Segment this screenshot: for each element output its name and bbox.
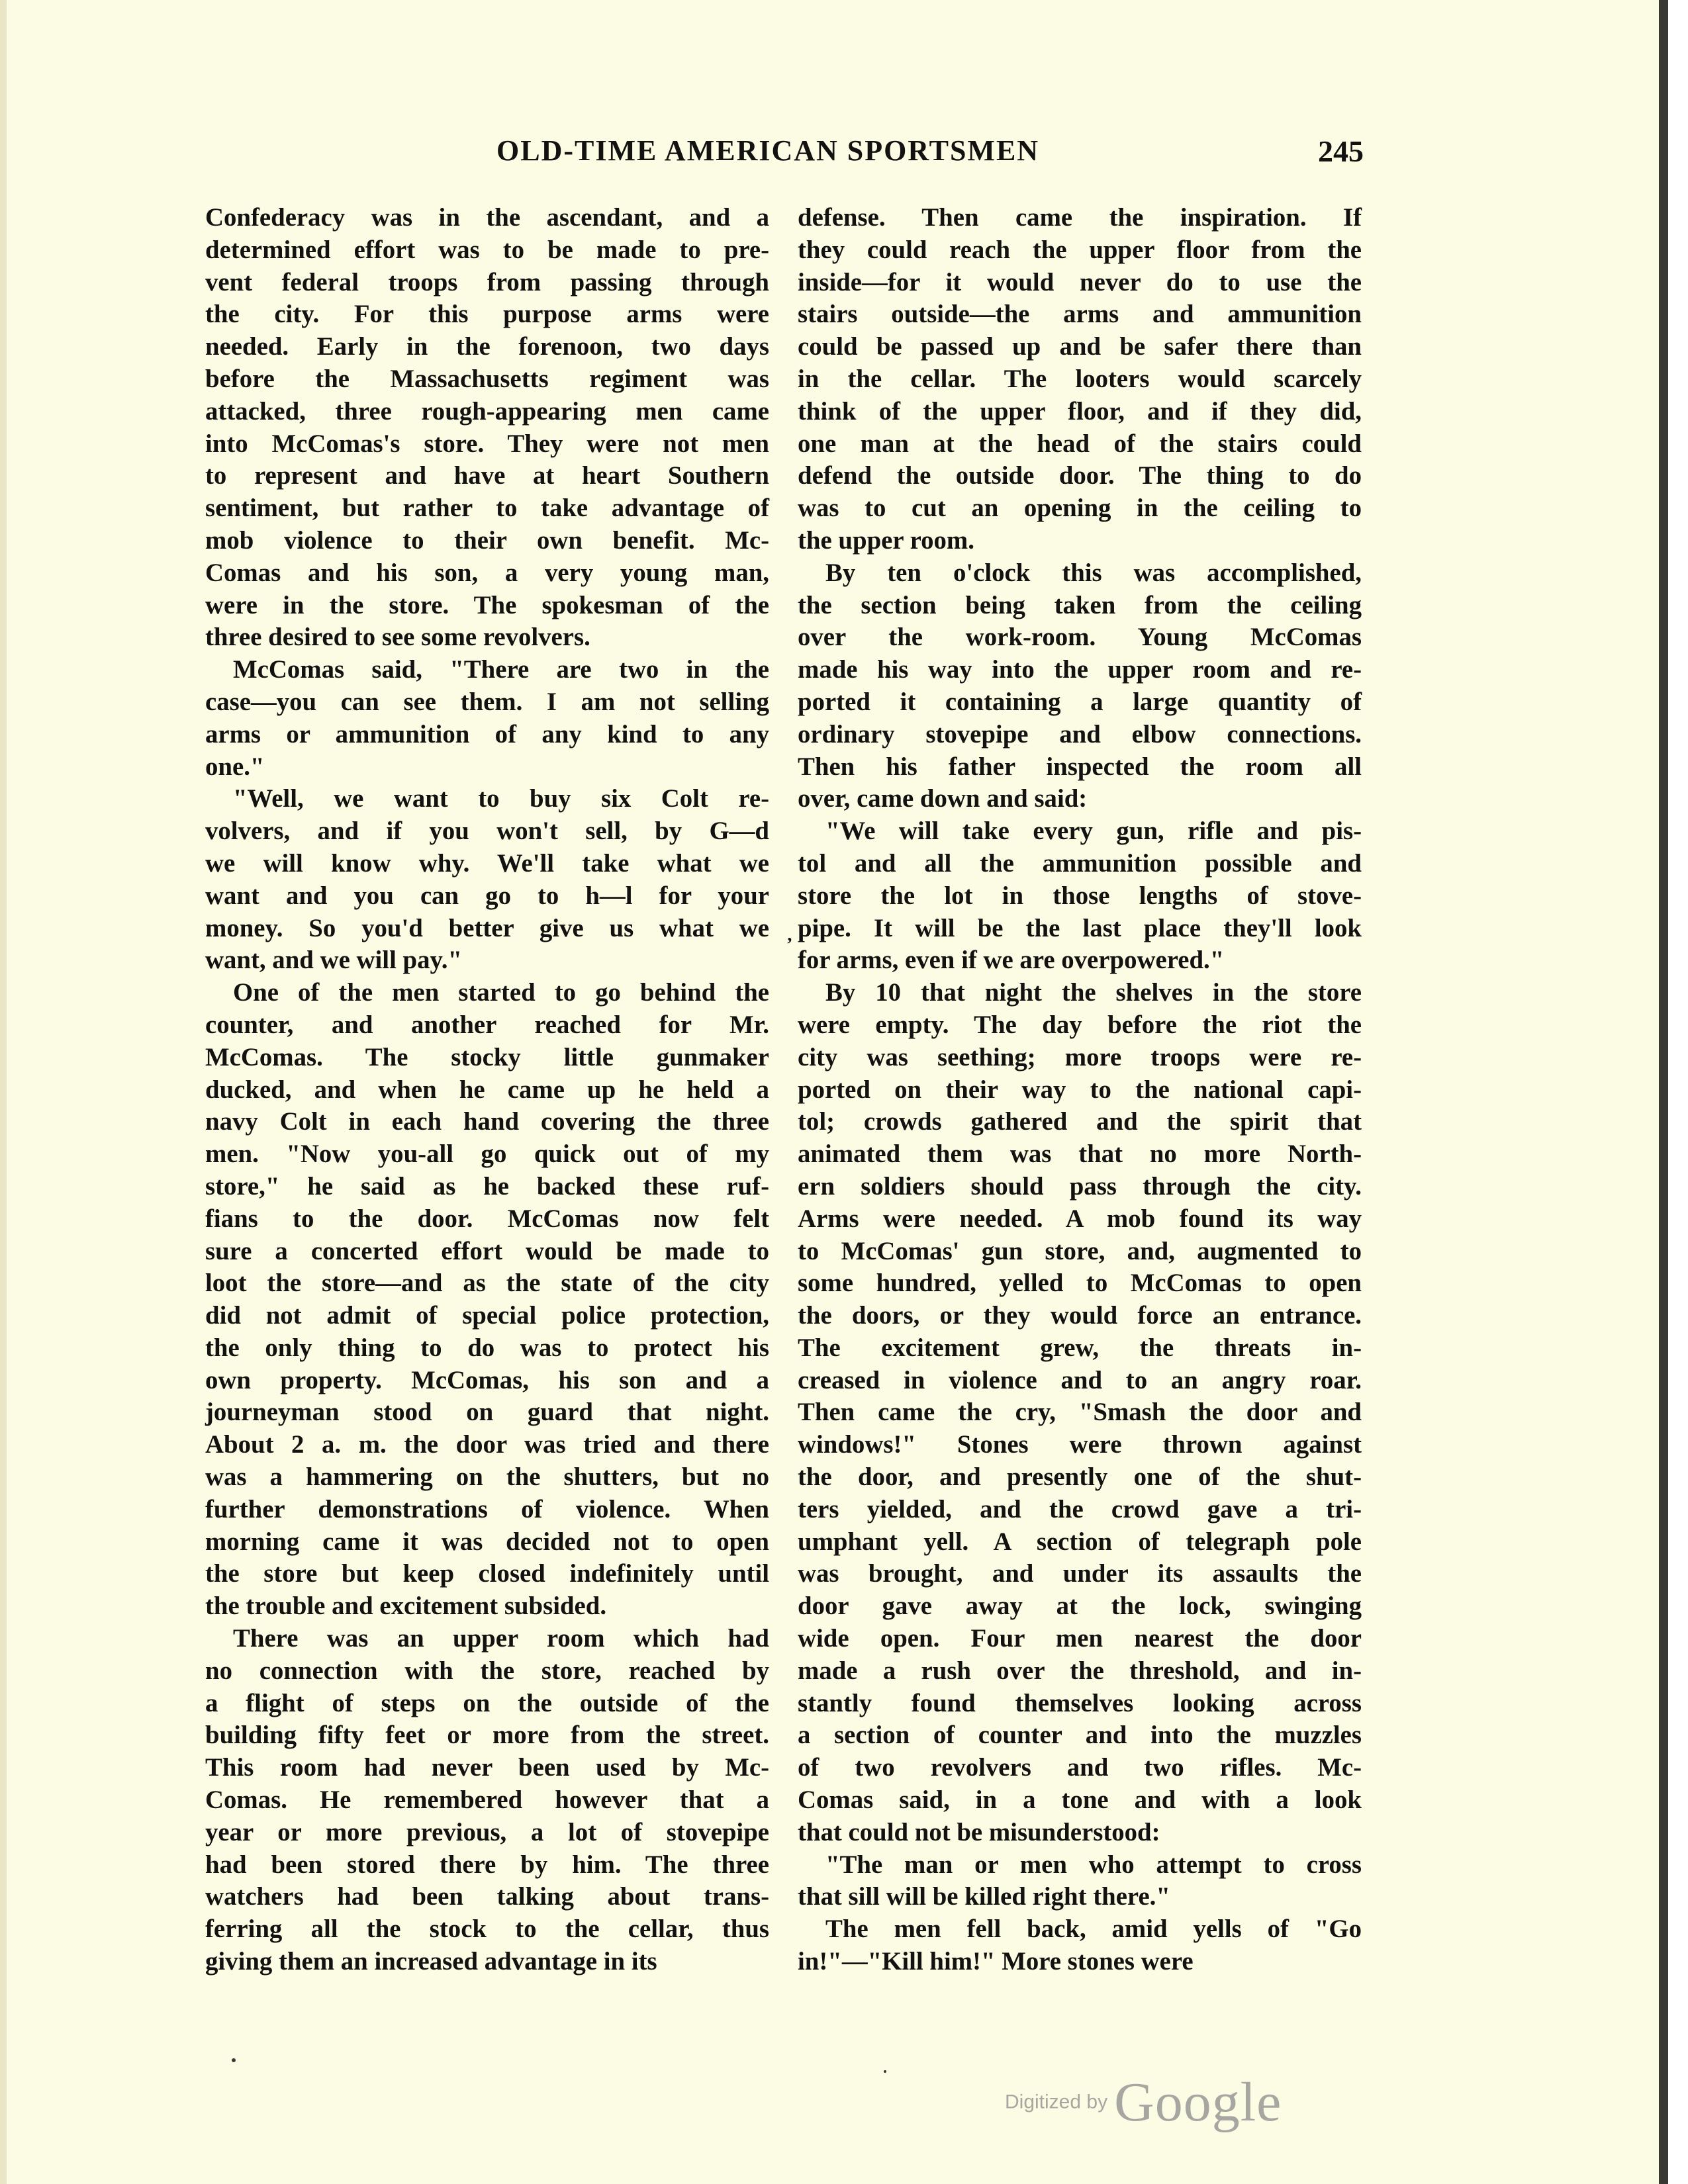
text-line: before the Massachusetts regiment was: [205, 364, 769, 393]
paragraph: [205, 977, 769, 1623]
text-line: umphant yell. A section of telegraph pole: [798, 1527, 1362, 1556]
scan-speck: [232, 2058, 236, 2062]
text-line: needed. Early in the forenoon, two days: [205, 332, 769, 361]
scan-speck: [884, 2070, 886, 2073]
text-line: were in the store. The spokesman of the: [205, 590, 769, 619]
text-line: were empty. The day before the riot the: [798, 1010, 1362, 1039]
paragraph: [798, 977, 1362, 1849]
text-line: door gave away at the lock, swinging: [798, 1592, 1362, 1621]
text-line: defense. Then came the inspiration. If: [798, 203, 1362, 232]
text-line: McComas said, "There are two in the: [233, 655, 769, 684]
text-line: By ten o'clock this was accomplished,: [825, 558, 1362, 587]
text-line: to McComas' gun store, and, augmented to: [798, 1236, 1362, 1265]
text-line: sentiment, but rather to take advantage of: [205, 494, 769, 523]
text-line: ported it containing a large quantity of: [798, 687, 1362, 716]
text-line: pipe. It will be the last place they'll look: [798, 913, 1362, 942]
text-line: tol; crowds gathered and the spirit that: [798, 1107, 1362, 1136]
stray-print-mark: ’: [786, 934, 793, 955]
text-line: want and you can go to h—l for your: [205, 881, 769, 910]
text-line: giving them an increased advantage in its: [205, 1947, 657, 1976]
text-line: no connection with the store, reached by: [205, 1656, 769, 1685]
text-line: made a rush over the threshold, and in-: [798, 1656, 1362, 1685]
text-line: the section being taken from the ceiling: [798, 590, 1362, 619]
text-line: did not admit of special police protection,: [205, 1301, 769, 1330]
left-text-column: [205, 202, 769, 1978]
text-line: Then came the cry, "Smash the door and: [798, 1398, 1362, 1427]
text-line: creased in violence and to an angry roar.: [798, 1365, 1362, 1394]
text-line: Arms were needed. A mob found its way: [798, 1204, 1362, 1233]
text-line: ters yielded, and the crowd gave a tri-: [798, 1494, 1362, 1524]
paragraph: [798, 1913, 1362, 1978]
text-line: watchers had been talking about trans-: [205, 1882, 769, 1911]
text-line: mob violence to their own benefit. Mc-: [205, 525, 769, 555]
text-line: ported on their way to the national capi-: [798, 1075, 1362, 1104]
text-line: ducked, and when he came up he held a: [205, 1075, 769, 1104]
text-line: There was an upper room which had: [233, 1624, 769, 1653]
text-line: stairs outside—the arms and ammunition: [798, 300, 1362, 329]
text-line: navy Colt in each hand covering the three: [205, 1107, 769, 1136]
text-line: the upper room.: [798, 525, 974, 555]
text-line: One of the men started to go behind the: [233, 978, 769, 1007]
paragraph: [205, 1623, 769, 1978]
text-line: Then his father inspected the room all: [798, 752, 1362, 781]
text-line: city was seething; more troops were re-: [798, 1042, 1362, 1071]
text-line: that could not be misunderstood:: [798, 1817, 1160, 1846]
scan-right-margin: [1668, 0, 1688, 2184]
text-line: the doors, or they would force an entrance.: [798, 1301, 1362, 1330]
text-line: animated them was that no more North-: [798, 1140, 1362, 1169]
text-line: one man at the head of the stairs could: [798, 429, 1362, 458]
text-line: loot the store—and as the state of the city: [205, 1269, 769, 1298]
text-line: building fifty feet or more from the street.: [205, 1721, 769, 1750]
text-line: volvers, and if you won't sell, by G—d: [205, 817, 769, 846]
text-line: morning came it was decided not to open: [205, 1527, 769, 1556]
text-line: fians to the door. McComas now felt: [205, 1204, 769, 1233]
text-line: the door, and presently one of the shut-: [798, 1463, 1362, 1492]
text-line: McComas. The stocky little gunmaker: [205, 1042, 769, 1071]
scan-binding-shadow: [1659, 0, 1668, 2184]
text-line: the store but keep closed indefinitely until: [205, 1559, 769, 1588]
text-line: tol and all the ammunition possible and: [798, 848, 1362, 878]
text-line: could be passed up and be safer there than: [798, 332, 1362, 361]
text-line: defend the outside door. The thing to do: [798, 461, 1362, 490]
paragraph: [205, 783, 769, 977]
scan-left-edge: [0, 0, 7, 2184]
text-line: windows!" Stones were thrown against: [798, 1430, 1362, 1459]
text-line: further demonstrations of violence. When: [205, 1494, 769, 1524]
text-line: money. So you'd better give us what we: [205, 913, 769, 942]
text-line: arms or ammunition of any kind to any: [205, 719, 769, 749]
text-line: was brought, and under its assaults the: [798, 1559, 1362, 1588]
text-line: was to cut an opening in the ceiling to: [798, 494, 1362, 523]
page-number: 245: [1318, 134, 1364, 168]
text-line: Confederacy was in the ascendant, and a: [205, 203, 769, 232]
paragraph: [798, 557, 1362, 815]
text-line: men. "Now you-all go quick out of my: [205, 1140, 769, 1169]
text-line: three desired to see some revolvers.: [205, 623, 590, 652]
text-line: Comas. He remembered however that a: [205, 1786, 769, 1815]
text-line: a section of counter and into the muzzles: [798, 1721, 1362, 1750]
text-line: store the lot in those lengths of stove-: [798, 881, 1362, 910]
text-line: to represent and have at heart Southern: [205, 461, 769, 490]
text-line: the city. For this purpose arms were: [205, 300, 769, 329]
text-line: the trouble and excitement subsided.: [205, 1592, 607, 1621]
running-title: OLD-TIME AMERICAN SPORTSMEN: [496, 134, 1040, 167]
text-line: one.": [205, 752, 265, 781]
running-head: [199, 134, 1364, 173]
text-line: that sill will be killed right there.": [798, 1882, 1170, 1911]
text-line: of two revolvers and two rifles. Mc-: [798, 1753, 1362, 1782]
text-line: was a hammering on the shutters, but no: [205, 1463, 769, 1492]
text-line: vent federal troops from passing through: [205, 267, 769, 296]
text-line: in the cellar. The looters would scarcely: [798, 364, 1362, 393]
text-line: ferring all the stock to the cellar, thus: [205, 1915, 769, 1944]
text-line: By 10 that night the shelves in the store: [825, 978, 1362, 1007]
text-line: over the work-room. Young McComas: [798, 623, 1362, 652]
text-line: year or more previous, a lot of stovepipe: [205, 1817, 769, 1846]
text-line: "Well, we want to buy six Colt re-: [233, 784, 769, 813]
text-line: into McComas's store. They were not men: [205, 429, 769, 458]
watermark-brand: Google: [1114, 2071, 1282, 2133]
text-line: "We will take every gun, rifle and pis-: [825, 817, 1362, 846]
text-line: determined effort was to be made to pre-: [205, 235, 769, 264]
paragraph: [798, 1849, 1362, 1914]
text-line: sure a concerted effort would be made to: [205, 1236, 769, 1265]
text-line: inside—for it would never do to use the: [798, 267, 1362, 296]
text-line: wide open. Four men nearest the door: [798, 1624, 1362, 1653]
text-line: the only thing to do was to protect his: [205, 1333, 769, 1362]
text-line: attacked, three rough-appearing men came: [205, 396, 769, 426]
paragraph: [205, 202, 769, 654]
text-line: This room had never been used by Mc-: [205, 1753, 769, 1782]
text-line: for arms, even if we are overpowered.": [798, 946, 1225, 975]
text-line: in!"—"Kill him!" More stones were: [798, 1947, 1194, 1976]
paragraph: [798, 815, 1362, 977]
text-line: The excitement grew, the threats in-: [798, 1333, 1362, 1362]
text-line: About 2 a. m. the door was tried and there: [205, 1430, 769, 1459]
text-line: counter, and another reached for Mr.: [205, 1010, 769, 1039]
text-line: ordinary stovepipe and elbow connections.: [798, 719, 1362, 749]
text-line: store," he said as he backed these ruf-: [205, 1171, 769, 1201]
text-line: think of the upper floor, and if they did,: [798, 396, 1362, 426]
text-line: "The man or men who attempt to cross: [825, 1850, 1362, 1879]
text-line: journeyman stood on guard that night.: [205, 1398, 769, 1427]
paragraph: [798, 202, 1362, 557]
text-line: Comas said, in a tone and with a look: [798, 1786, 1362, 1815]
text-line: had been stored there by him. The three: [205, 1850, 769, 1879]
text-line: stantly found themselves looking across: [798, 1688, 1362, 1717]
text-line: The men fell back, amid yells of "Go: [825, 1915, 1362, 1944]
text-line: own property. McComas, his son and a: [205, 1365, 769, 1394]
paragraph: [205, 654, 769, 783]
text-line: ern soldiers should pass through the city.: [798, 1171, 1362, 1201]
text-line: some hundred, yelled to McComas to open: [798, 1269, 1362, 1298]
right-text-column: [798, 202, 1362, 1978]
text-line: we will know why. We'll take what we: [205, 848, 769, 878]
text-line: made his way into the upper room and re-: [798, 655, 1362, 684]
text-line: case—you can see them. I am not selling: [205, 687, 769, 716]
text-line: over, came down and said:: [798, 784, 1088, 813]
text-line: Comas and his son, a very young man,: [205, 558, 769, 587]
text-line: a flight of steps on the outside of the: [205, 1688, 769, 1717]
text-line: want, and we will pay.": [205, 946, 463, 975]
digitized-by-google-watermark: [1005, 2070, 1282, 2134]
watermark-prefix: Digitized by: [1005, 2091, 1108, 2113]
text-line: they could reach the upper floor from the: [798, 235, 1362, 264]
